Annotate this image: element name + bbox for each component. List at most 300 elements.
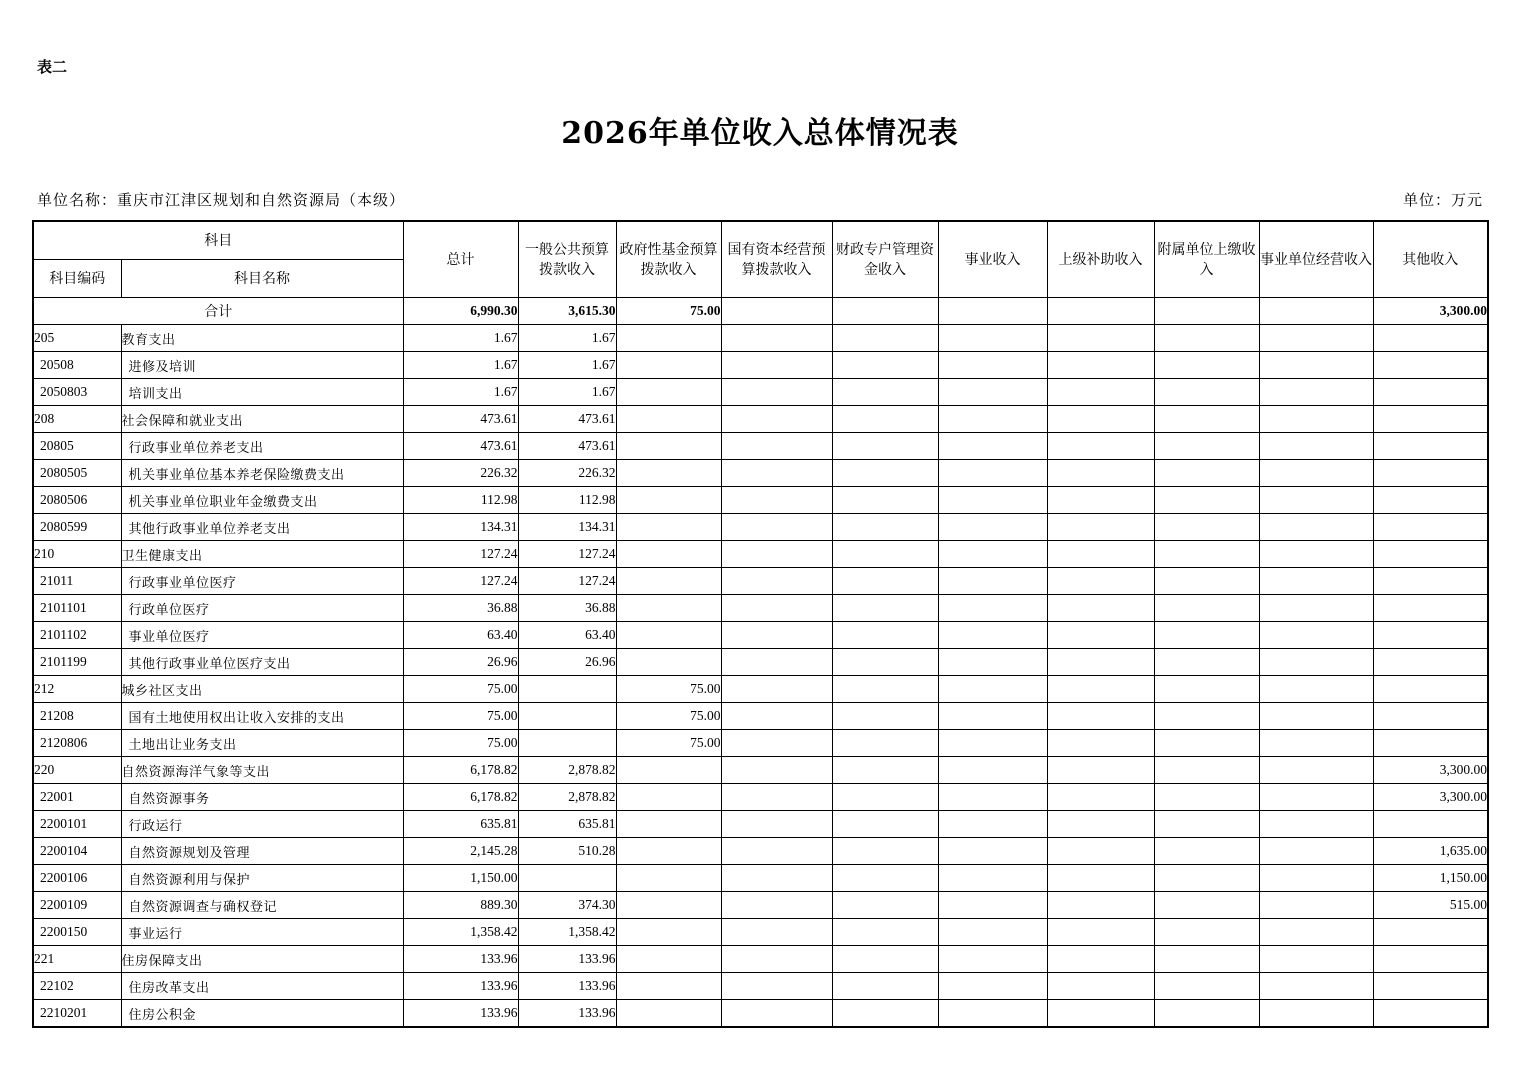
row-total: 2,145.28 <box>403 838 518 865</box>
row-affiliated-payment <box>1154 541 1259 568</box>
row-business-operation <box>1259 460 1373 487</box>
row-superior-subsidy <box>1047 919 1154 946</box>
row-name: 卫生健康支出 <box>121 541 403 568</box>
row-other-income <box>1373 622 1488 649</box>
row-code: 2101102 <box>33 622 121 649</box>
row-superior-subsidy <box>1047 325 1154 352</box>
row-code: 205 <box>33 325 121 352</box>
row-other-income: 3,300.00 <box>1373 784 1488 811</box>
row-superior-subsidy <box>1047 865 1154 892</box>
row-code: 2200101 <box>33 811 121 838</box>
row-business-income <box>938 433 1047 460</box>
row-superior-subsidy <box>1047 1000 1154 1028</box>
row-state-capital <box>721 676 832 703</box>
row-general-budget <box>518 730 616 757</box>
row-business-income <box>938 1000 1047 1028</box>
row-state-capital <box>721 352 832 379</box>
row-general-budget <box>518 703 616 730</box>
header-superior-subsidy: 上级补助收入 <box>1047 221 1154 298</box>
row-superior-subsidy <box>1047 595 1154 622</box>
row-code: 2200104 <box>33 838 121 865</box>
row-other-income <box>1373 325 1488 352</box>
row-business-income <box>938 703 1047 730</box>
header-affiliated-payment: 附属单位上缴收入 <box>1154 221 1259 298</box>
row-total: 133.96 <box>403 973 518 1000</box>
row-affiliated-payment <box>1154 676 1259 703</box>
row-other-income <box>1373 919 1488 946</box>
row-superior-subsidy <box>1047 892 1154 919</box>
table-row <box>33 487 1488 514</box>
total-state-capital <box>721 298 832 325</box>
row-general-budget: 635.81 <box>518 811 616 838</box>
row-superior-subsidy <box>1047 757 1154 784</box>
row-total: 133.96 <box>403 1000 518 1028</box>
row-fiscal-special <box>832 946 938 973</box>
total-affiliated-payment <box>1154 298 1259 325</box>
row-fiscal-special <box>832 919 938 946</box>
table-row <box>33 595 1488 622</box>
row-affiliated-payment <box>1154 784 1259 811</box>
row-state-capital <box>721 865 832 892</box>
row-superior-subsidy <box>1047 622 1154 649</box>
row-name: 自然资源利用与保护 <box>121 865 403 892</box>
row-state-capital <box>721 541 832 568</box>
row-fiscal-special <box>832 784 938 811</box>
table-row <box>33 703 1488 730</box>
row-other-income <box>1373 568 1488 595</box>
row-total: 127.24 <box>403 568 518 595</box>
row-total: 473.61 <box>403 406 518 433</box>
row-total: 112.98 <box>403 487 518 514</box>
row-general-budget: 127.24 <box>518 568 616 595</box>
table-row <box>33 433 1488 460</box>
row-name: 行政事业单位医疗 <box>121 568 403 595</box>
row-other-income: 515.00 <box>1373 892 1488 919</box>
row-name: 其他行政事业单位医疗支出 <box>121 649 403 676</box>
row-business-operation <box>1259 946 1373 973</box>
row-general-budget: 1.67 <box>518 379 616 406</box>
row-total: 889.30 <box>403 892 518 919</box>
unit-label: 单位：万元 <box>1402 191 1483 209</box>
row-name: 事业单位医疗 <box>121 622 403 649</box>
row-superior-subsidy <box>1047 379 1154 406</box>
row-affiliated-payment <box>1154 622 1259 649</box>
header-subject-code: 科目编码 <box>33 260 121 298</box>
row-business-operation <box>1259 973 1373 1000</box>
row-affiliated-payment <box>1154 946 1259 973</box>
row-other-income <box>1373 352 1488 379</box>
row-other-income <box>1373 1000 1488 1028</box>
row-general-budget: 2,878.82 <box>518 757 616 784</box>
total-superior-subsidy <box>1047 298 1154 325</box>
row-state-capital <box>721 406 832 433</box>
row-fiscal-special <box>832 1000 938 1028</box>
row-general-budget: 133.96 <box>518 1000 616 1028</box>
row-name: 自然资源事务 <box>121 784 403 811</box>
row-affiliated-payment <box>1154 325 1259 352</box>
row-state-capital <box>721 757 832 784</box>
table-row <box>33 784 1488 811</box>
row-code: 208 <box>33 406 121 433</box>
row-fiscal-special <box>832 703 938 730</box>
row-superior-subsidy <box>1047 811 1154 838</box>
row-gov-fund <box>616 379 721 406</box>
row-affiliated-payment <box>1154 433 1259 460</box>
row-state-capital <box>721 325 832 352</box>
header-gov-fund: 政府性基金预算拨款收入 <box>616 221 721 298</box>
row-gov-fund <box>616 973 721 1000</box>
row-general-budget: 510.28 <box>518 838 616 865</box>
row-code: 21011 <box>33 568 121 595</box>
row-name: 自然资源规划及管理 <box>121 838 403 865</box>
row-code: 21208 <box>33 703 121 730</box>
row-state-capital <box>721 460 832 487</box>
total-business-operation <box>1259 298 1373 325</box>
row-state-capital <box>721 649 832 676</box>
row-business-operation <box>1259 757 1373 784</box>
row-other-income <box>1373 406 1488 433</box>
row-other-income <box>1373 676 1488 703</box>
row-total: 63.40 <box>403 622 518 649</box>
row-business-income <box>938 649 1047 676</box>
row-gov-fund <box>616 595 721 622</box>
row-code: 2210201 <box>33 1000 121 1028</box>
row-other-income <box>1373 433 1488 460</box>
row-name: 住房保障支出 <box>121 946 403 973</box>
row-other-income <box>1373 541 1488 568</box>
table-header <box>33 221 1488 298</box>
row-superior-subsidy <box>1047 568 1154 595</box>
row-total: 1,150.00 <box>403 865 518 892</box>
row-total: 6,178.82 <box>403 757 518 784</box>
row-name: 自然资源调查与确权登记 <box>121 892 403 919</box>
row-business-income <box>938 838 1047 865</box>
row-name: 行政单位医疗 <box>121 595 403 622</box>
table-row <box>33 622 1488 649</box>
header-total: 总计 <box>403 221 518 298</box>
row-business-income <box>938 622 1047 649</box>
row-business-income <box>938 568 1047 595</box>
row-code: 2080506 <box>33 487 121 514</box>
row-business-operation <box>1259 919 1373 946</box>
row-fiscal-special <box>832 595 938 622</box>
row-fiscal-special <box>832 865 938 892</box>
row-state-capital <box>721 487 832 514</box>
row-other-income <box>1373 973 1488 1000</box>
row-state-capital <box>721 838 832 865</box>
row-general-budget: 374.30 <box>518 892 616 919</box>
table-row <box>33 352 1488 379</box>
row-general-budget: 133.96 <box>518 946 616 973</box>
row-affiliated-payment <box>1154 649 1259 676</box>
row-general-budget: 134.31 <box>518 514 616 541</box>
row-business-operation <box>1259 352 1373 379</box>
row-affiliated-payment <box>1154 1000 1259 1028</box>
row-business-operation <box>1259 622 1373 649</box>
row-superior-subsidy <box>1047 460 1154 487</box>
row-business-operation <box>1259 1000 1373 1028</box>
row-superior-subsidy <box>1047 406 1154 433</box>
row-superior-subsidy <box>1047 352 1154 379</box>
row-business-operation <box>1259 838 1373 865</box>
row-superior-subsidy <box>1047 433 1154 460</box>
row-state-capital <box>721 379 832 406</box>
row-business-operation <box>1259 568 1373 595</box>
header-fiscal-special: 财政专户管理资金收入 <box>832 221 938 298</box>
row-business-operation <box>1259 514 1373 541</box>
total-other-income: 3,300.00 <box>1373 298 1488 325</box>
row-state-capital <box>721 730 832 757</box>
row-affiliated-payment <box>1154 838 1259 865</box>
header-state-capital: 国有资本经营预算拨款收入 <box>721 221 832 298</box>
row-business-operation <box>1259 487 1373 514</box>
row-business-operation <box>1259 865 1373 892</box>
row-affiliated-payment <box>1154 865 1259 892</box>
row-business-income <box>938 892 1047 919</box>
row-general-budget: 36.88 <box>518 595 616 622</box>
row-general-budget: 127.24 <box>518 541 616 568</box>
row-other-income <box>1373 595 1488 622</box>
row-general-budget: 112.98 <box>518 487 616 514</box>
row-fiscal-special <box>832 541 938 568</box>
row-code: 2080505 <box>33 460 121 487</box>
row-business-income <box>938 811 1047 838</box>
row-superior-subsidy <box>1047 973 1154 1000</box>
row-general-budget <box>518 676 616 703</box>
row-state-capital <box>721 514 832 541</box>
unit-name: 单位名称：重庆市江津区规划和自然资源局（本级） <box>37 191 406 209</box>
row-state-capital <box>721 568 832 595</box>
row-other-income <box>1373 703 1488 730</box>
table-row <box>33 568 1488 595</box>
table-row <box>33 676 1488 703</box>
row-gov-fund <box>616 460 721 487</box>
row-superior-subsidy <box>1047 784 1154 811</box>
row-gov-fund <box>616 784 721 811</box>
row-code: 20508 <box>33 352 121 379</box>
row-fiscal-special <box>832 676 938 703</box>
table-row <box>33 379 1488 406</box>
row-name: 机关事业单位基本养老保险缴费支出 <box>121 460 403 487</box>
row-name: 国有土地使用权出让收入安排的支出 <box>121 703 403 730</box>
row-gov-fund <box>616 352 721 379</box>
row-code: 22102 <box>33 973 121 1000</box>
row-gov-fund <box>616 919 721 946</box>
row-code: 2101199 <box>33 649 121 676</box>
row-general-budget: 26.96 <box>518 649 616 676</box>
page-title: 2026年单位收入总体情况表 <box>561 116 959 151</box>
row-business-income <box>938 352 1047 379</box>
row-state-capital <box>721 703 832 730</box>
row-business-income <box>938 946 1047 973</box>
row-code: 212 <box>33 676 121 703</box>
income-table <box>32 220 1489 1028</box>
row-superior-subsidy <box>1047 676 1154 703</box>
row-gov-fund <box>616 541 721 568</box>
row-business-income <box>938 784 1047 811</box>
row-code: 210 <box>33 541 121 568</box>
row-gov-fund: 75.00 <box>616 730 721 757</box>
row-name: 机关事业单位职业年金缴费支出 <box>121 487 403 514</box>
row-business-income <box>938 406 1047 433</box>
total-label: 合计 <box>33 298 403 325</box>
row-name: 事业运行 <box>121 919 403 946</box>
row-fiscal-special <box>832 487 938 514</box>
row-other-income <box>1373 811 1488 838</box>
row-fiscal-special <box>832 379 938 406</box>
row-name: 自然资源海洋气象等支出 <box>121 757 403 784</box>
row-code: 2101101 <box>33 595 121 622</box>
row-gov-fund <box>616 406 721 433</box>
row-name: 进修及培训 <box>121 352 403 379</box>
row-superior-subsidy <box>1047 703 1154 730</box>
row-general-budget: 133.96 <box>518 973 616 1000</box>
row-gov-fund <box>616 325 721 352</box>
row-business-income <box>938 919 1047 946</box>
row-business-operation <box>1259 811 1373 838</box>
row-total: 473.61 <box>403 433 518 460</box>
row-affiliated-payment <box>1154 352 1259 379</box>
row-fiscal-special <box>832 460 938 487</box>
row-fiscal-special <box>832 649 938 676</box>
table-row <box>33 514 1488 541</box>
row-other-income: 1,635.00 <box>1373 838 1488 865</box>
row-affiliated-payment <box>1154 406 1259 433</box>
row-state-capital <box>721 919 832 946</box>
row-other-income <box>1373 379 1488 406</box>
row-business-income <box>938 541 1047 568</box>
total-gov-fund: 75.00 <box>616 298 721 325</box>
row-affiliated-payment <box>1154 757 1259 784</box>
row-fiscal-special <box>832 352 938 379</box>
row-gov-fund <box>616 811 721 838</box>
row-superior-subsidy <box>1047 514 1154 541</box>
table-label: 表二 <box>37 58 68 76</box>
row-general-budget: 1,358.42 <box>518 919 616 946</box>
row-fiscal-special <box>832 973 938 1000</box>
row-other-income <box>1373 946 1488 973</box>
total-general-budget: 3,615.30 <box>518 298 616 325</box>
row-superior-subsidy <box>1047 730 1154 757</box>
row-business-operation <box>1259 892 1373 919</box>
row-affiliated-payment <box>1154 703 1259 730</box>
row-other-income <box>1373 460 1488 487</box>
total-row <box>33 298 1488 325</box>
row-superior-subsidy <box>1047 838 1154 865</box>
row-state-capital <box>721 784 832 811</box>
row-gov-fund <box>616 865 721 892</box>
table-row <box>33 1000 1488 1028</box>
row-affiliated-payment <box>1154 892 1259 919</box>
row-affiliated-payment <box>1154 568 1259 595</box>
row-gov-fund <box>616 946 721 973</box>
row-general-budget: 473.61 <box>518 433 616 460</box>
row-affiliated-payment <box>1154 973 1259 1000</box>
row-code: 2080599 <box>33 514 121 541</box>
row-total: 133.96 <box>403 946 518 973</box>
row-state-capital <box>721 892 832 919</box>
row-affiliated-payment <box>1154 514 1259 541</box>
row-total: 1.67 <box>403 379 518 406</box>
row-business-income <box>938 865 1047 892</box>
header-subject: 科目 <box>33 221 403 260</box>
row-code: 2200106 <box>33 865 121 892</box>
row-affiliated-payment <box>1154 730 1259 757</box>
row-fiscal-special <box>832 406 938 433</box>
table-row <box>33 865 1488 892</box>
row-business-operation <box>1259 379 1373 406</box>
row-name: 行政运行 <box>121 811 403 838</box>
row-business-operation <box>1259 595 1373 622</box>
row-other-income: 1,150.00 <box>1373 865 1488 892</box>
row-name: 城乡社区支出 <box>121 676 403 703</box>
row-affiliated-payment <box>1154 379 1259 406</box>
table-row <box>33 946 1488 973</box>
row-code: 2200150 <box>33 919 121 946</box>
row-code: 221 <box>33 946 121 973</box>
row-business-operation <box>1259 433 1373 460</box>
row-business-income <box>938 379 1047 406</box>
row-name: 教育支出 <box>121 325 403 352</box>
row-general-budget: 63.40 <box>518 622 616 649</box>
row-name: 土地出让业务支出 <box>121 730 403 757</box>
row-fiscal-special <box>832 730 938 757</box>
row-code: 22001 <box>33 784 121 811</box>
row-total: 26.96 <box>403 649 518 676</box>
row-affiliated-payment <box>1154 460 1259 487</box>
row-other-income <box>1373 730 1488 757</box>
row-gov-fund <box>616 622 721 649</box>
row-affiliated-payment <box>1154 811 1259 838</box>
row-other-income <box>1373 514 1488 541</box>
row-fiscal-special <box>832 838 938 865</box>
table-row <box>33 649 1488 676</box>
row-fiscal-special <box>832 568 938 595</box>
row-state-capital <box>721 811 832 838</box>
header-subject-name: 科目名称 <box>121 260 403 298</box>
row-total: 635.81 <box>403 811 518 838</box>
row-affiliated-payment <box>1154 487 1259 514</box>
row-total: 1,358.42 <box>403 919 518 946</box>
row-name: 社会保障和就业支出 <box>121 406 403 433</box>
row-business-operation <box>1259 703 1373 730</box>
row-business-income <box>938 514 1047 541</box>
row-general-budget: 1.67 <box>518 325 616 352</box>
row-state-capital <box>721 1000 832 1028</box>
header-general-budget: 一般公共预算拨款收入 <box>518 221 616 298</box>
row-code: 2120806 <box>33 730 121 757</box>
row-affiliated-payment <box>1154 919 1259 946</box>
total-business-income <box>938 298 1047 325</box>
row-total: 134.31 <box>403 514 518 541</box>
row-business-operation <box>1259 406 1373 433</box>
row-other-income <box>1373 487 1488 514</box>
row-gov-fund <box>616 433 721 460</box>
table-body <box>33 298 1488 1028</box>
row-total: 6,178.82 <box>403 784 518 811</box>
row-business-income <box>938 595 1047 622</box>
row-gov-fund <box>616 757 721 784</box>
row-superior-subsidy <box>1047 541 1154 568</box>
row-general-budget: 226.32 <box>518 460 616 487</box>
row-total: 36.88 <box>403 595 518 622</box>
row-name: 住房公积金 <box>121 1000 403 1028</box>
row-gov-fund <box>616 838 721 865</box>
row-total: 1.67 <box>403 325 518 352</box>
row-other-income: 3,300.00 <box>1373 757 1488 784</box>
row-state-capital <box>721 973 832 1000</box>
row-business-operation <box>1259 541 1373 568</box>
